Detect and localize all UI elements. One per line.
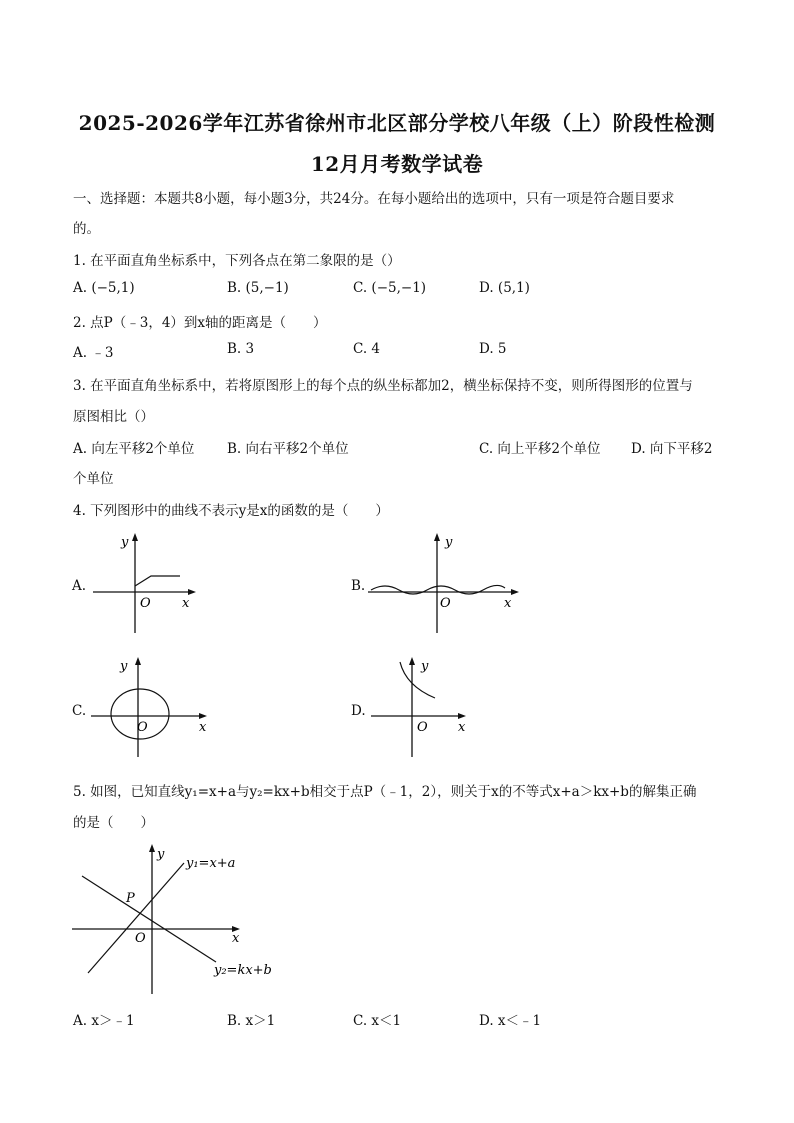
exam-title-line1: 2025-2026学年江苏省徐州市北区部分学校八年级（上）阶段性检测 [78, 111, 716, 135]
line-y1 [88, 863, 184, 973]
origin-label: O [137, 720, 148, 735]
q3-option-b: B. 向右平移2个单位 [227, 441, 349, 457]
q4-option-b-label: B. [351, 578, 366, 594]
question-3-stem-line1: 3. 在平面直角坐标系中，若将原图形上的每个点的纵坐标都加2，横坐标保持不变，则所得图形的位置与 [73, 378, 693, 394]
axis-x-label: x [199, 720, 207, 735]
q4-option-c-label: C. [72, 703, 87, 719]
question-3-stem-line2: 原图相比（） [73, 409, 154, 425]
q1-option-c: C. (−5,−1) [353, 280, 427, 296]
point-p-label: P [126, 891, 135, 906]
origin-label: O [440, 596, 451, 611]
axis-x-label: x [182, 596, 190, 611]
q2-option-c: C. 4 [353, 341, 381, 357]
line-y2-label: y₂=kx+b [214, 963, 272, 978]
line-y1-label: y₁=x+a [186, 856, 236, 871]
axis-y-label: y [421, 659, 429, 674]
q3-option-d-wrap: 个单位 [73, 471, 114, 487]
axis-y-label: y [445, 535, 453, 550]
q2-option-b: B. 3 [227, 341, 255, 357]
q4-option-a-label: A. [72, 578, 87, 594]
q4-graph-d [368, 652, 488, 762]
origin-label: O [417, 720, 428, 735]
question-1-stem: 1. 在平面直角坐标系中，下列各点在第二象限的是（） [73, 253, 401, 269]
q5-option-b: B. x＞1 [227, 1013, 276, 1029]
question-4-stem: 4. 下列图形中的曲线不表示y是x的函数的是（ ） [73, 503, 389, 519]
q2-option-d: D. 5 [479, 341, 507, 357]
section-instructions-line1: 一、选择题：本题共8小题，每小题3分，共24分。在每小题给出的选项中，只有一项是符合题目要求 [73, 191, 675, 207]
axis-y-label: y [120, 659, 128, 674]
question-2-stem: 2. 点P（﹣3，4）到x轴的距离是（ ） [73, 315, 327, 331]
q1-option-b: B. (5,−1) [227, 280, 289, 296]
line-y2 [82, 876, 216, 962]
q3-option-d: D. 向下平移2 [631, 441, 713, 457]
question-5-stem-line2: 的是（ ） [73, 815, 154, 831]
q4-option-d-label: D. [351, 703, 366, 719]
q4-graph-b [365, 528, 525, 638]
exam-title-line2: 12月月考数学试卷 [310, 152, 484, 176]
axis-x-label: x [504, 596, 512, 611]
q4-graph-a [88, 528, 208, 638]
q4-graph-c [88, 652, 218, 762]
origin-label: O [140, 596, 151, 611]
section-instructions-line2: 的。 [73, 221, 100, 237]
q5-option-a: A. x＞﹣1 [73, 1013, 135, 1029]
axis-y-label: y [157, 847, 165, 862]
q3-option-c: C. 向上平移2个单位 [479, 441, 601, 457]
q5-figure [68, 838, 298, 998]
q1-option-a: A. (−5,1) [73, 280, 135, 296]
axis-y-label: y [121, 535, 129, 550]
q3-option-a: A. 向左平移2个单位 [73, 441, 195, 457]
q5-option-d: D. x＜﹣1 [479, 1013, 542, 1029]
q5-option-c: C. x＜1 [353, 1013, 402, 1029]
origin-label: O [135, 931, 146, 946]
question-5-stem-line1: 5. 如图，已知直线y₁=x+a与y₂=kx+b相交于点P（﹣1，2），则关于x的不等式x+a＞kx+b的解集正确 [73, 784, 697, 800]
axis-x-label: x [232, 931, 240, 946]
axis-x-label: x [458, 720, 466, 735]
q1-option-d: D. (5,1) [479, 280, 530, 296]
q2-option-a: A. ﹣3 [73, 345, 114, 361]
